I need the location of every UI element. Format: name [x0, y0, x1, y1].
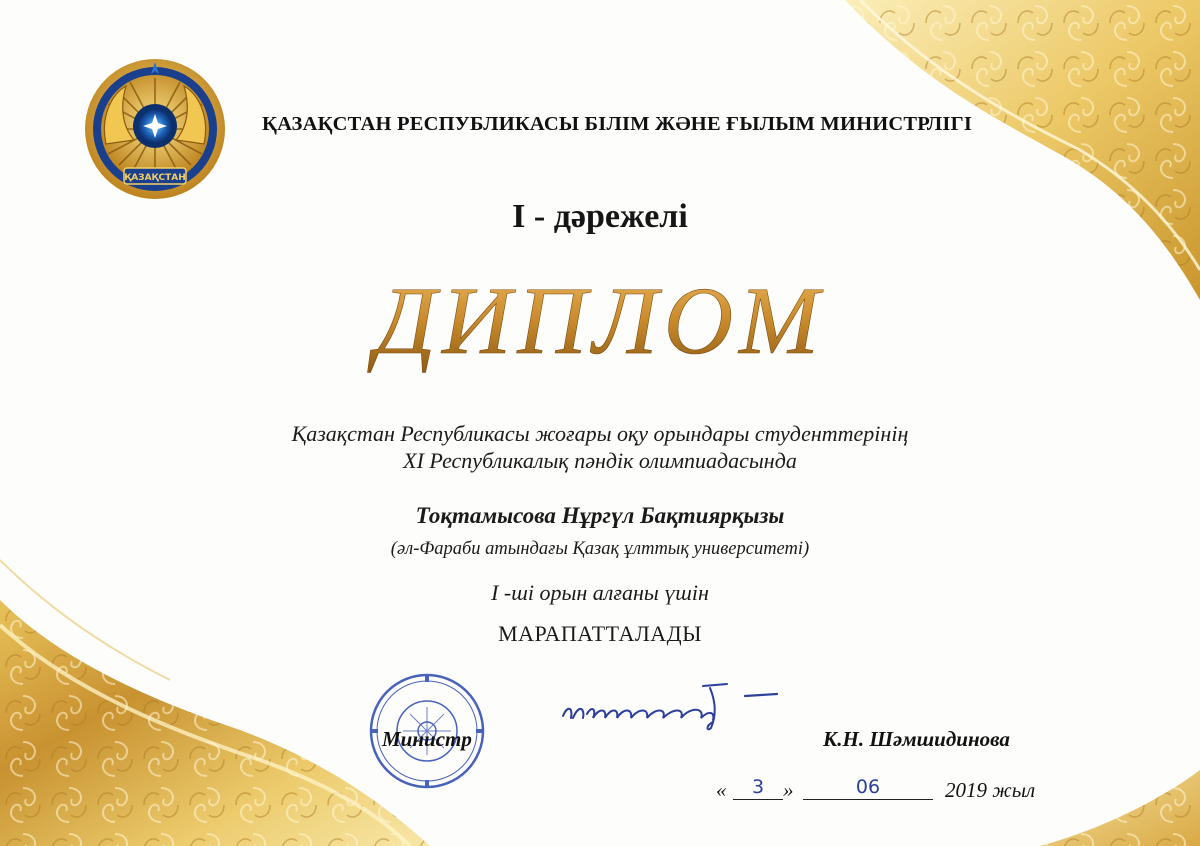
state-emblem-icon	[82, 56, 228, 202]
ministry-title: ҚАЗАҚСТАН РЕСПУБЛИКАСЫ БІЛІМ ЖӘНЕ ҒЫЛЫМ МИНИСТРЛІГІ	[262, 113, 972, 135]
emblem-ribbon-text: ҚАЗАҚСТАН	[124, 173, 186, 183]
recipient-name: Тоқтамысова Нұргүл Бақтиярқызы	[415, 503, 785, 528]
degree-heading: I - дәрежелі	[512, 198, 688, 235]
date-year: 2019 жыл	[945, 778, 1036, 802]
diploma-title-text: ДИПЛОМ	[374, 268, 826, 374]
date-close-quote: »	[783, 778, 794, 802]
diploma-title	[0, 268, 1200, 378]
olympiad-line-2: XI Республикалық пәндік олимпиадасында	[403, 448, 797, 473]
place-line: I -ші орын алғаны үшін	[491, 580, 709, 605]
handwritten-signature	[555, 678, 780, 738]
date-month: 06	[803, 776, 933, 800]
date-open-quote: «	[716, 778, 727, 802]
university-name: (әл-Фараби атындағы Қазақ ұлттық университеті)	[390, 539, 810, 559]
olympiad-line-1: Қазақстан Республикасы жоғары оқу орындары студенттерінің	[291, 421, 909, 446]
minister-label: Министр	[382, 727, 472, 751]
date-day: 3	[733, 776, 783, 800]
signer-name: К.Н. Шәмшидинова	[823, 727, 1010, 751]
awards-line: МАРАПАТТАЛАДЫ	[498, 621, 702, 646]
